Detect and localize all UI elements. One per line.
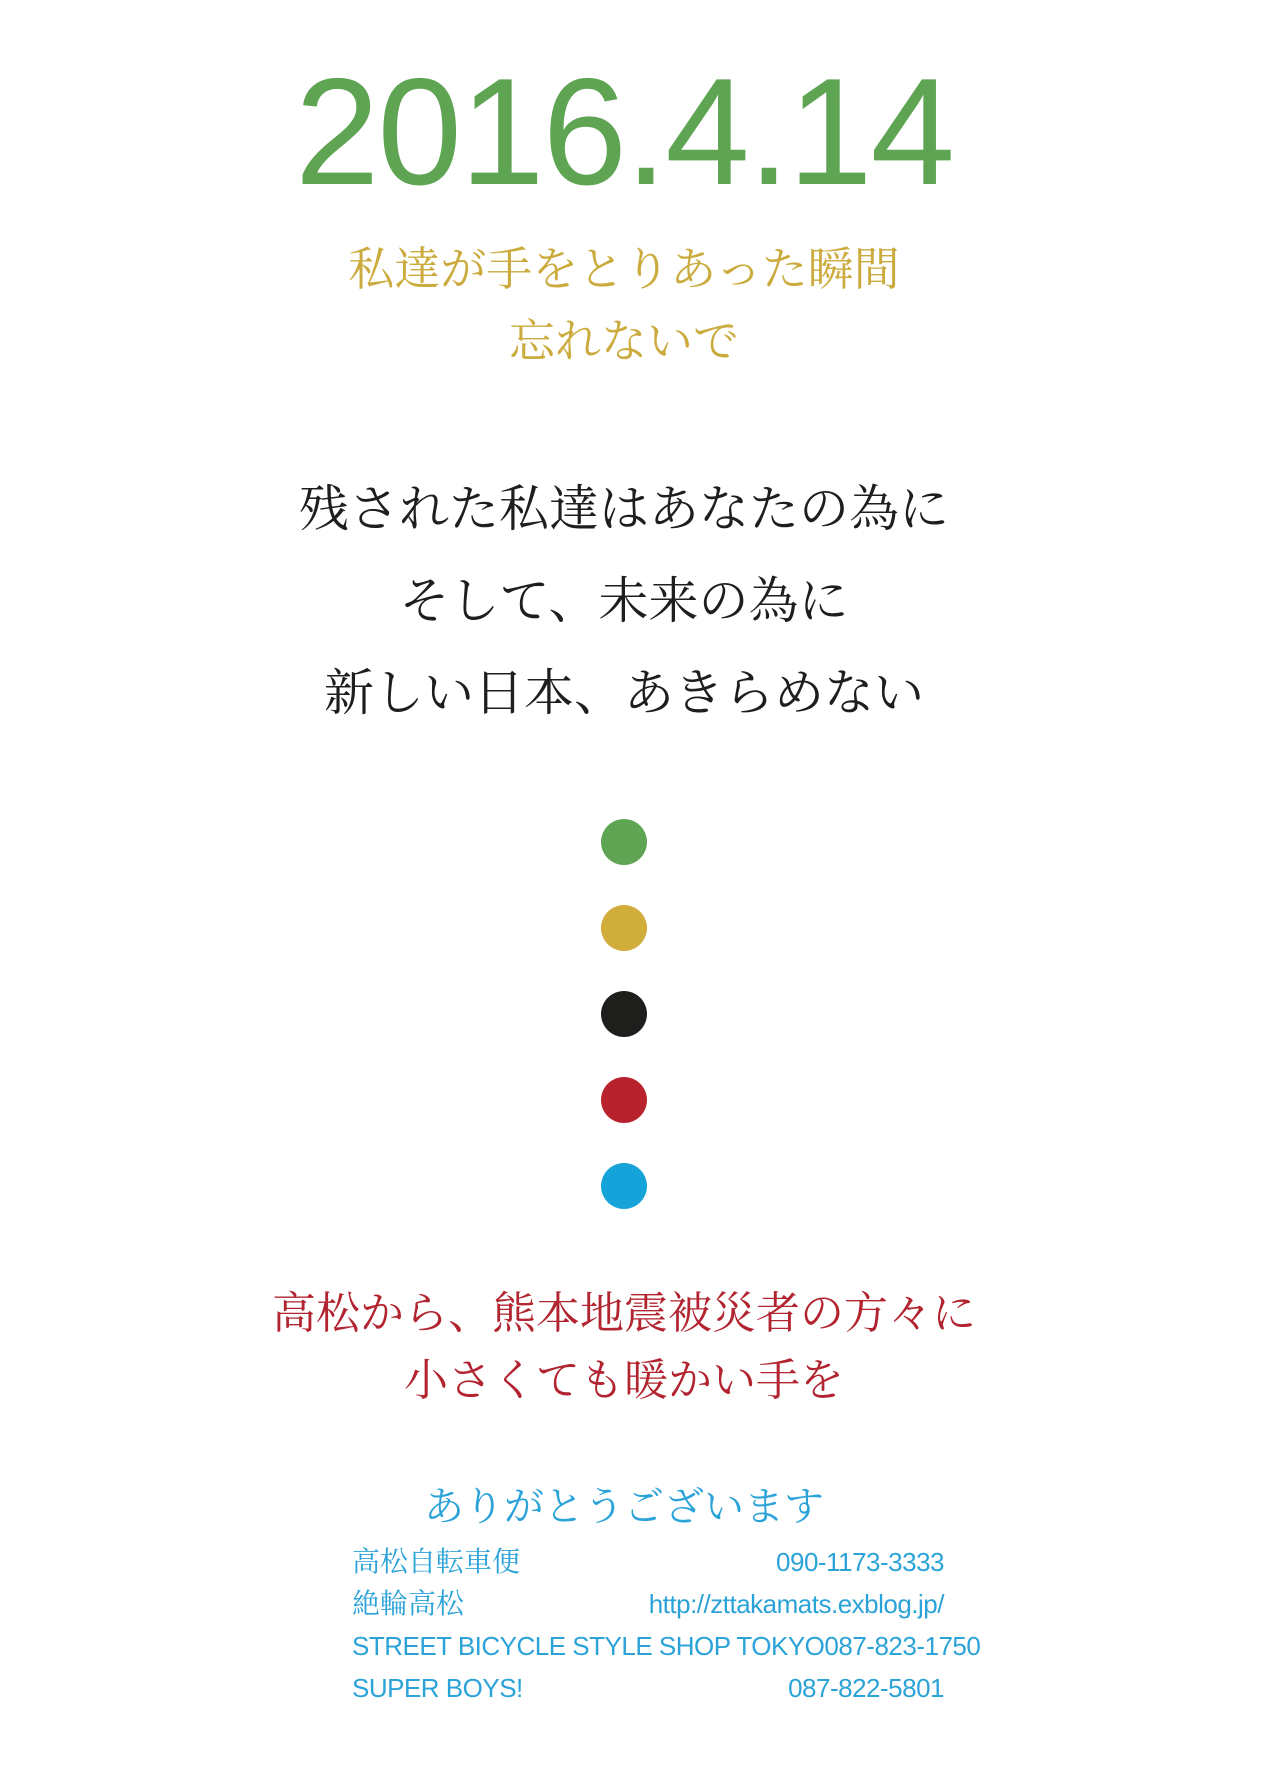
appeal-line-1: 高松から、熊本地震被災者の方々に (272, 1289, 976, 1338)
message-line-3: 新しい日本、あきらめない (324, 665, 924, 721)
appeal-line-2: 小さくても暖かい手を (404, 1356, 844, 1405)
date-heading: 2016.4.14 (294, 47, 954, 217)
subtitle-line-1: 私達が手をとりあった瞬間 (348, 243, 900, 295)
contact-row-super-boys (352, 1667, 944, 1709)
contact-label: 絶輪高松 (352, 1588, 465, 1619)
red-dot (601, 1077, 647, 1123)
contact-url: http://zttakamats.exblog.jp/ (648, 1589, 944, 1619)
contact-phone: 090-1173-3333 (776, 1547, 944, 1577)
contact-phone: 087-823-1750 (824, 1631, 981, 1661)
appeal-block (0, 1280, 1248, 1414)
message-block (0, 463, 1248, 739)
subtitle-line-2: 忘れないで (509, 315, 739, 367)
black-dot (601, 991, 647, 1037)
yellow-dot (601, 905, 647, 951)
contact-row-street-bicycle-shop (352, 1625, 981, 1667)
contact-phone: 087-822-5801 (788, 1673, 944, 1703)
blue-dot (601, 1163, 647, 1209)
color-dots-column (0, 819, 1248, 1209)
contact-row-takamatsu-bicycle (352, 1541, 944, 1583)
green-dot (601, 819, 647, 865)
contact-label: 高松自転車便 (352, 1546, 521, 1577)
contact-label: SUPER BOYS! (352, 1673, 523, 1703)
contact-list (352, 1541, 981, 1709)
subtitle-block (0, 233, 1248, 377)
thanks-heading: ありがとうございます (424, 1485, 824, 1529)
message-line-2: そして、未来の為に (399, 573, 849, 629)
contact-row-zetsurin-takamatsu (352, 1583, 944, 1625)
contact-label: STREET BICYCLE STYLE SHOP TOKYO (352, 1631, 825, 1661)
message-line-1: 残された私達はあなたの為に (299, 481, 949, 537)
